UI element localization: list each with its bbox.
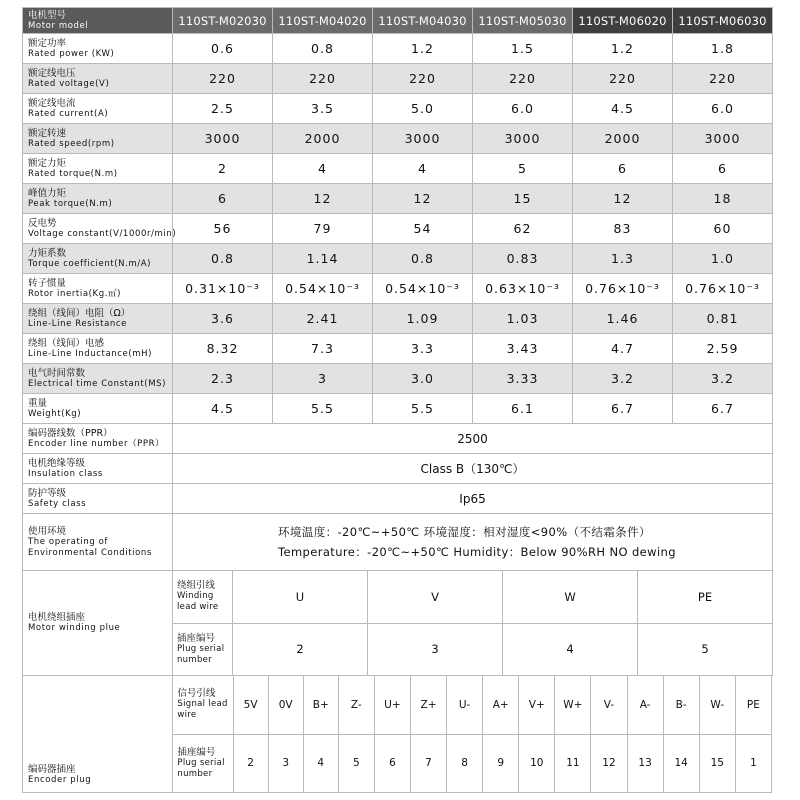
model-name: 110ST-M06020 [573, 8, 673, 34]
spec-value: 0.6 [173, 34, 273, 64]
spec-value: 220 [573, 64, 673, 94]
environment-line-en: Temperature：-20℃~+50℃ Humidity：Below 90%RH NO dewing [278, 545, 676, 559]
spec-value: 56 [173, 214, 273, 244]
spec-row [23, 34, 773, 64]
winding-plug-table [22, 570, 773, 676]
spec-row [23, 154, 773, 184]
spec-row [23, 244, 773, 274]
spec-value: 6.0 [673, 94, 773, 124]
encoder-signal-cell: Z- [338, 676, 374, 735]
encoder-number-cell: 3 [268, 734, 303, 793]
spec-value: 2000 [573, 124, 673, 154]
spec-value: 12 [573, 184, 673, 214]
environment-label: 使用环境 The operating of Environmental Conditions [23, 514, 173, 571]
spec-label: 电机绝缘等级 Insulation class [23, 454, 173, 484]
spec-value: 1.09 [373, 304, 473, 334]
spec-table [22, 7, 773, 571]
winding-number-cell: 4 [503, 623, 638, 676]
spec-value: 5 [473, 154, 573, 184]
spec-value: 220 [473, 64, 573, 94]
encoder-signal-cell: U+ [374, 676, 410, 735]
spec-row [23, 394, 773, 424]
spec-value: 3.5 [273, 94, 373, 124]
spec-value: 3000 [173, 124, 273, 154]
encoder-number-cell: 7 [410, 734, 446, 793]
spec-value: 0.54×10⁻³ [373, 274, 473, 304]
spec-row [23, 334, 773, 364]
spec-label: 绕组（线间）电感 Line-Line Inductance(mH) [23, 334, 173, 364]
spec-value: 15 [473, 184, 573, 214]
spec-value: 3.3 [373, 334, 473, 364]
encoder-signal-cell: PE [735, 676, 771, 735]
spec-value: 5.5 [373, 394, 473, 424]
spec-value: 6 [673, 154, 773, 184]
winding-number-cell: 3 [368, 623, 503, 676]
spec-value: 6.7 [673, 394, 773, 424]
encoder-number-cell: 15 [699, 734, 735, 793]
spec-value: 4.5 [173, 394, 273, 424]
spec-row [23, 274, 773, 304]
model-name: 110ST-M05030 [473, 8, 573, 34]
spec-value: 6.1 [473, 394, 573, 424]
encoder-signal-cell: A- [627, 676, 663, 735]
encoder-signal-cell: W- [699, 676, 735, 735]
encoder-number-cell: 12 [591, 734, 627, 793]
spec-value: 3.43 [473, 334, 573, 364]
spec-value: 0.76×10⁻³ [673, 274, 773, 304]
spec-value: 3.33 [473, 364, 573, 394]
spec-span-value: 2500 [173, 424, 773, 454]
encoder-number-cell: 13 [627, 734, 663, 793]
winding-wire-cell: PE [638, 571, 773, 624]
spec-value: 2000 [273, 124, 373, 154]
winding-number-cell: 5 [638, 623, 773, 676]
spec-label: 额定线电压 Rated voltage(V) [23, 64, 173, 94]
spec-row [23, 304, 773, 334]
spec-value: 5.0 [373, 94, 473, 124]
model-name: 110ST-M02030 [173, 8, 273, 34]
spec-value: 2 [173, 154, 273, 184]
spec-value: 6 [173, 184, 273, 214]
spec-row [23, 94, 773, 124]
spec-label: 重量 Weight(Kg) [23, 394, 173, 424]
winding-wire-cell: U [233, 571, 368, 624]
model-header-label: 电机型号 Motor model [23, 8, 173, 34]
spec-value: 2.3 [173, 364, 273, 394]
spec-value: 0.54×10⁻³ [273, 274, 373, 304]
encoder-plug-label: 编码器插座 Encoder plug [23, 676, 173, 793]
spec-value: 220 [673, 64, 773, 94]
spec-value: 18 [673, 184, 773, 214]
environment-line-zh: 环境温度：-20℃~+50℃ 环境湿度：相对湿度<90%（不结霜条件） [278, 525, 651, 539]
encoder-signal-row [23, 676, 772, 735]
spec-span-row [23, 424, 773, 454]
spec-value: 54 [373, 214, 473, 244]
spec-label: 反电势 Voltage constant(V/1000r/min) [23, 214, 173, 244]
spec-label: 额定力矩 Rated torque(N.m) [23, 154, 173, 184]
encoder-number-cell: 11 [555, 734, 591, 793]
spec-value: 1.5 [473, 34, 573, 64]
spec-value: 3.6 [173, 304, 273, 334]
encoder-plug-number-label: 插座编号 Plug serial number [173, 734, 233, 793]
spec-label: 力矩系数 Torque coefficient(N.m/A) [23, 244, 173, 274]
spec-span-row [23, 484, 773, 514]
encoder-number-cell: 8 [447, 734, 483, 793]
spec-value: 6.7 [573, 394, 673, 424]
spec-value: 0.81 [673, 304, 773, 334]
spec-value: 3.2 [673, 364, 773, 394]
spec-row [23, 364, 773, 394]
spec-value: 1.46 [573, 304, 673, 334]
spec-row [23, 184, 773, 214]
spec-label: 电气时间常数 Electrical time Constant(MS) [23, 364, 173, 394]
model-header-row [23, 8, 773, 34]
spec-row [23, 124, 773, 154]
spec-value: 0.8 [173, 244, 273, 274]
environment-value [173, 514, 773, 571]
spec-label: 额定转速 Rated speed(rpm) [23, 124, 173, 154]
encoder-signal-cell: 5V [233, 676, 268, 735]
spec-value: 2.59 [673, 334, 773, 364]
model-name: 110ST-M04030 [373, 8, 473, 34]
spec-value: 220 [373, 64, 473, 94]
encoder-signal-cell: 0V [268, 676, 303, 735]
encoder-signal-cell: V- [591, 676, 627, 735]
spec-value: 3000 [473, 124, 573, 154]
spec-label: 绕组（线间）电阻（Ω） Line-Line Resistance [23, 304, 173, 334]
spec-value: 12 [373, 184, 473, 214]
winding-wire-row [23, 571, 773, 624]
spec-value: 0.83 [473, 244, 573, 274]
spec-value: 83 [573, 214, 673, 244]
encoder-signal-label: 信号引线 Signal lead wire [173, 676, 233, 735]
encoder-number-cell: 6 [374, 734, 410, 793]
spec-value: 1.8 [673, 34, 773, 64]
spec-span-value: Ip65 [173, 484, 773, 514]
spec-value: 1.03 [473, 304, 573, 334]
spec-span-value: Class B（130℃） [173, 454, 773, 484]
spec-label: 转子惯量 Rotor inertia(Kg.㎡) [23, 274, 173, 304]
spec-value: 6 [573, 154, 673, 184]
spec-value: 0.8 [373, 244, 473, 274]
winding-wire-cell: W [503, 571, 638, 624]
winding-lead-label: 绕组引线 Winding lead wire [173, 571, 233, 624]
spec-label: 峰值力矩 Peak torque(N.m) [23, 184, 173, 214]
spec-value: 2.5 [173, 94, 273, 124]
spec-value: 1.3 [573, 244, 673, 274]
encoder-signal-cell: V+ [519, 676, 555, 735]
winding-number-cell: 2 [233, 623, 368, 676]
encoder-signal-cell: U- [447, 676, 483, 735]
winding-plug-number-label: 插座编号 Plug serial number [173, 623, 233, 676]
spec-value: 0.76×10⁻³ [573, 274, 673, 304]
encoder-signal-cell: W+ [555, 676, 591, 735]
encoder-number-cell: 4 [303, 734, 338, 793]
spec-value: 1.14 [273, 244, 373, 274]
spec-value: 6.0 [473, 94, 573, 124]
spec-value: 12 [273, 184, 373, 214]
spec-value: 3.0 [373, 364, 473, 394]
model-name: 110ST-M04020 [273, 8, 373, 34]
spec-value: 4.7 [573, 334, 673, 364]
encoder-number-cell: 5 [338, 734, 374, 793]
spec-value: 1.2 [573, 34, 673, 64]
winding-plug-label: 电机绕组插座 Motor winding plue [23, 571, 173, 676]
spec-value: 3000 [373, 124, 473, 154]
encoder-plug-table [22, 675, 772, 793]
spec-value: 62 [473, 214, 573, 244]
model-name: 110ST-M06030 [673, 8, 773, 34]
environment-row [23, 514, 773, 571]
spec-value: 60 [673, 214, 773, 244]
spec-value: 2.41 [273, 304, 373, 334]
spec-label: 编码器线数（PPR） Encoder line number（PPR） [23, 424, 173, 454]
encoder-number-cell: 9 [483, 734, 519, 793]
spec-value: 220 [273, 64, 373, 94]
spec-value: 8.32 [173, 334, 273, 364]
encoder-number-cell: 1 [735, 734, 771, 793]
spec-value: 1.2 [373, 34, 473, 64]
winding-wire-cell: V [368, 571, 503, 624]
spec-value: 7.3 [273, 334, 373, 364]
encoder-signal-cell: Z+ [410, 676, 446, 735]
motor-spec-sheet [22, 7, 772, 793]
spec-value: 3000 [673, 124, 773, 154]
encoder-number-cell: 10 [519, 734, 555, 793]
encoder-signal-cell: B- [663, 676, 699, 735]
spec-span-row [23, 454, 773, 484]
encoder-signal-cell: B+ [303, 676, 338, 735]
spec-value: 3.2 [573, 364, 673, 394]
spec-row [23, 214, 773, 244]
spec-value: 220 [173, 64, 273, 94]
spec-value: 0.31×10⁻³ [173, 274, 273, 304]
encoder-signal-cell: A+ [483, 676, 519, 735]
encoder-number-cell: 2 [233, 734, 268, 793]
spec-value: 5.5 [273, 394, 373, 424]
spec-value: 4.5 [573, 94, 673, 124]
spec-label: 额定线电流 Rated current(A) [23, 94, 173, 124]
spec-value: 1.0 [673, 244, 773, 274]
spec-value: 79 [273, 214, 373, 244]
spec-row [23, 64, 773, 94]
spec-value: 0.8 [273, 34, 373, 64]
encoder-number-cell: 14 [663, 734, 699, 793]
spec-value: 0.63×10⁻³ [473, 274, 573, 304]
spec-value: 4 [273, 154, 373, 184]
spec-value: 4 [373, 154, 473, 184]
spec-label: 额定功率 Rated power (KW) [23, 34, 173, 64]
spec-value: 3 [273, 364, 373, 394]
spec-label: 防护等级 Safety class [23, 484, 173, 514]
